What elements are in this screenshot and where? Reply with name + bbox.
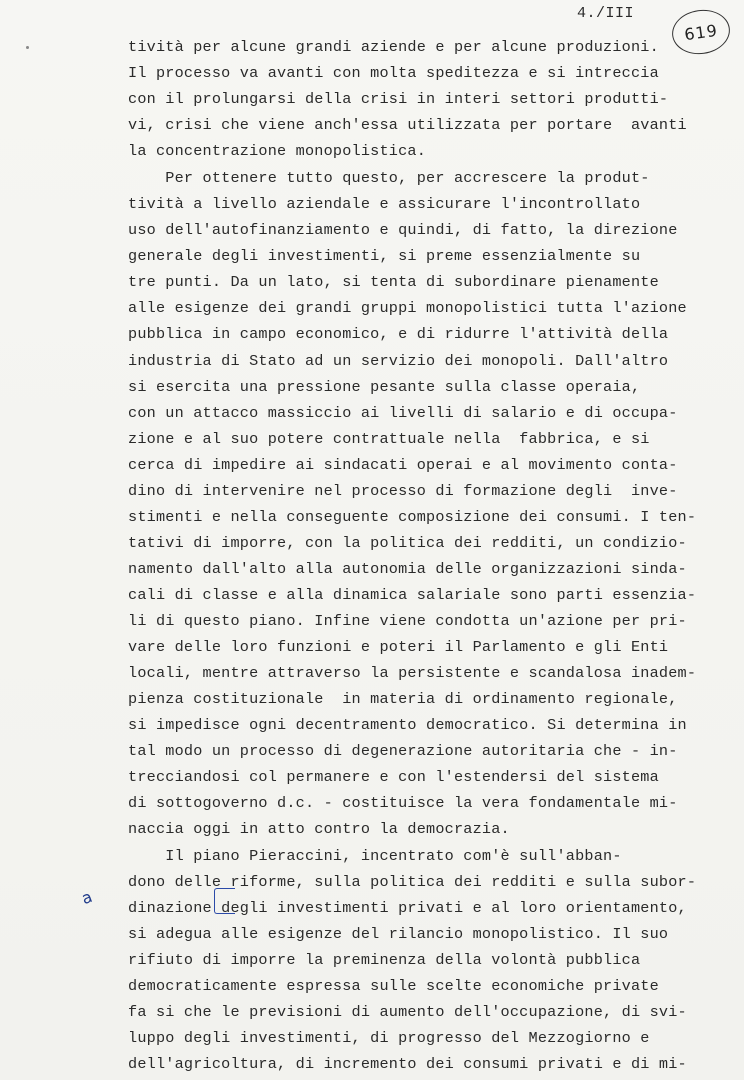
text-line: alle esigenze dei grandi gruppi monopolistici tutta l'azione xyxy=(128,299,687,317)
text-line: luppo degli investimenti, di progresso del Mezzogiorno e xyxy=(128,1029,650,1047)
text-line: trecciandosi col permanere e con l'estendersi del sistema xyxy=(128,768,659,786)
text-line: si impedisce ogni decentramento democratico. Si determina in xyxy=(128,716,687,734)
archive-stamp: 619 xyxy=(669,6,733,58)
text-line: dono delle riforme, sulla politica dei redditi e sulla subor- xyxy=(128,873,697,891)
text-line: dinazione degli investimenti privati e al loro orientamento, xyxy=(128,899,687,917)
text-line: tativi di imporre, con la politica dei redditi, un condizio- xyxy=(128,534,687,552)
text-line: fa si che le previsioni di aumento dell'occupazione, di svi- xyxy=(128,1003,687,1021)
text-line: cali di classe e alla dinamica salariale sono parti essenzia- xyxy=(128,586,697,604)
text-line: generale degli investimenti, si preme essenzialmente su xyxy=(128,247,641,265)
text-line: dino di intervenire nel processo di formazione degli inve- xyxy=(128,482,678,500)
text-line: dell'agricoltura, di incremento dei consumi privati e di mi- xyxy=(128,1055,687,1073)
text-line: rifiuto di imporre la preminenza della volontà pubblica xyxy=(128,951,641,969)
text-line: namento dall'alto alla autonomia delle organizzazioni sinda- xyxy=(128,560,687,578)
text-line: tal modo un processo di degenerazione autoritaria che - in- xyxy=(128,742,678,760)
text-line: locali, mentre attraverso la persistente e scandalosa inadem- xyxy=(128,664,697,682)
text-line: con il prolungarsi della crisi in interi settori produtti- xyxy=(128,90,669,108)
text-line: tre punti. Da un lato, si tenta di subordinare pienamente xyxy=(128,273,659,291)
text-line: pienza costituzionale in materia di ordinamento regionale, xyxy=(128,690,678,708)
text-line: vare delle loro funzioni e poteri il Parlamento e gli Enti xyxy=(128,638,669,656)
page-number: 4./III xyxy=(577,5,635,22)
text-line: zione e al suo potere contrattuale nella fabbrica, e si xyxy=(128,430,650,448)
text-line: industria di Stato ad un servizio dei monopoli. Dall'altro xyxy=(128,352,669,370)
text-line: pubblica in campo economico, e di ridurre l'attività della xyxy=(128,325,669,343)
text-line: tività a livello aziendale e assicurare l'incontrollato xyxy=(128,195,641,213)
speck-mark xyxy=(26,46,29,49)
text-line: Il piano Pieraccini, incentrato com'è sull'abban- xyxy=(128,847,622,865)
text-line: stimenti e nella conseguente composizione dei consumi. I ten- xyxy=(128,508,697,526)
text-line: si adegua alle esigenze del rilancio monopolistico. Il suo xyxy=(128,925,669,943)
text-line: naccia oggi in atto contro la democrazia. xyxy=(128,820,510,838)
text-line: tività per alcune grandi aziende e per alcune produzioni. xyxy=(128,38,659,56)
text-line: Il processo va avanti con molta speditezza e si intreccia xyxy=(128,64,659,82)
text-line: cerca di impedire ai sindacati operai e al movimento conta- xyxy=(128,456,678,474)
text-line: vi, crisi che viene anch'essa utilizzata per portare avanti xyxy=(128,116,687,134)
text-line: si esercita una pressione pesante sulla classe operaia, xyxy=(128,378,641,396)
text-line: con un attacco massiccio ai livelli di salario e di occupa- xyxy=(128,404,678,422)
text-line: la concentrazione monopolistica. xyxy=(128,142,427,160)
text-line: democraticamente espressa sulle scelte economiche private xyxy=(128,977,659,995)
text-line: Per ottenere tutto questo, per accrescere la produt- xyxy=(128,169,650,187)
margin-annotation: a xyxy=(79,886,95,909)
text-line: uso dell'autofinanziamento e quindi, di fatto, la direzione xyxy=(128,221,678,239)
text-line: li di questo piano. Infine viene condotta un'azione per pri- xyxy=(128,612,687,630)
text-line: di sottogoverno d.c. - costituisce la vera fondamentale mi- xyxy=(128,794,678,812)
